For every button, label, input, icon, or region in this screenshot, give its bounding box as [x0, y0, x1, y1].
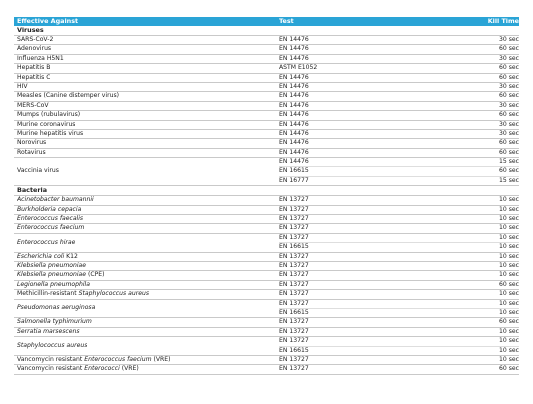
kill-time-value: 60 sec [499, 73, 519, 81]
organism-name [14, 111, 279, 119]
table-row [14, 64, 519, 73]
organism-name-part: Vaccinia virus [17, 167, 59, 175]
table-row [14, 55, 519, 64]
kill-time-value: 10 sec [499, 290, 519, 298]
kill-time [439, 130, 519, 138]
test-standard [279, 300, 439, 318]
test-standard-value: EN 13727 [279, 355, 309, 363]
table-row [14, 158, 519, 186]
test-standard-value: EN 13727 [279, 224, 309, 232]
test-standard [279, 224, 439, 232]
organism-name-part: Legionella pneumophila [17, 280, 90, 288]
table-row [14, 206, 519, 215]
test-standard [279, 271, 439, 279]
test-standard-value: EN 14476 [279, 120, 309, 128]
organism-name [14, 328, 279, 336]
kill-time [439, 337, 519, 355]
kill-time-value: 30 sec [499, 54, 519, 62]
kill-time [439, 271, 519, 279]
organism-name-part: Hepatitis C [17, 73, 51, 81]
test-standard [279, 365, 439, 373]
table-header [14, 17, 519, 26]
table-body [14, 26, 519, 375]
organism-name-part: K12 [64, 252, 78, 260]
organism-name [14, 234, 279, 252]
test-standard [279, 328, 439, 336]
table-row [14, 328, 519, 337]
organism-name [14, 83, 279, 91]
organism-name [14, 74, 279, 82]
organism-name [14, 271, 279, 279]
kill-time [439, 92, 519, 100]
test-standard [279, 92, 439, 100]
table-row [14, 196, 519, 205]
organism-name-part: Vancomycin resistant [17, 365, 85, 373]
kill-time-value: 10 sec [499, 327, 519, 335]
test-standard [279, 64, 439, 72]
organism-name [14, 253, 279, 261]
test-standard-value: EN 14476 [279, 54, 309, 62]
organism-name-part: Klebsiella pneumoniae [17, 271, 87, 279]
kill-time [439, 328, 519, 336]
organism-name-part: Klebsiella pneumoniae [17, 261, 87, 269]
table-row [14, 271, 519, 280]
test-standard [279, 130, 439, 138]
organism-name [14, 281, 279, 289]
organism-name [14, 45, 279, 53]
test-standard-value: EN 13727 [279, 337, 309, 345]
test-standard-value: EN 14476 [279, 45, 309, 53]
kill-time [439, 45, 519, 53]
test-standard [279, 234, 439, 252]
table-row [14, 365, 519, 374]
test-standard-value: ASTM E1052 [279, 64, 318, 72]
organism-name-part: (VRE) [119, 365, 139, 373]
test-standard [279, 253, 439, 261]
kill-time-value: 60 sec [499, 64, 519, 72]
table-row [14, 234, 519, 253]
organism-name-part: Rotavirus [17, 148, 46, 156]
kill-time-value: 60 sec [499, 139, 519, 147]
kill-time [439, 196, 519, 204]
test-standard-value: EN 13727 [279, 215, 309, 223]
header-test: Test [279, 17, 294, 25]
table-row [14, 300, 519, 319]
kill-time-value: 30 sec [499, 129, 519, 137]
test-standard [279, 74, 439, 82]
organism-name-part: Enterococcus faecalis [17, 215, 84, 223]
organism-name [14, 149, 279, 157]
table-row [14, 337, 519, 356]
kill-time [439, 111, 519, 119]
header-effective-against: Effective Against [17, 17, 79, 25]
table-row [14, 102, 519, 111]
table-row [14, 290, 519, 299]
kill-time-value: 10 sec [439, 242, 519, 251]
kill-time-value: 10 sec [499, 196, 519, 204]
organism-name [14, 130, 279, 138]
table-row [14, 130, 519, 139]
table-row [14, 262, 519, 271]
test-standard [279, 102, 439, 110]
kill-time-value: 10 sec [499, 224, 519, 232]
organism-name-part: Hepatitis B [17, 64, 51, 72]
kill-time-value: 10 sec [499, 337, 519, 345]
kill-time [439, 206, 519, 214]
section-header [14, 26, 519, 36]
organism-name [14, 139, 279, 147]
organism-name-part: Mumps (rubulavirus) [17, 111, 81, 119]
kill-time-value: 15 sec [439, 176, 519, 185]
organism-name [14, 300, 279, 318]
test-standard [279, 55, 439, 63]
kill-time-value: 10 sec [499, 271, 519, 279]
organism-name-part: MERS-CoV [17, 101, 49, 109]
kill-time-value: 10 sec [499, 261, 519, 269]
test-standard-value: EN 14476 [279, 92, 309, 100]
table-row [14, 83, 519, 92]
organism-name-part: HIV [17, 82, 28, 90]
test-standard [279, 45, 439, 53]
kill-time-value: 10 sec [439, 346, 519, 355]
table-row [14, 356, 519, 365]
kill-time-value: 60 sec [499, 280, 519, 288]
kill-time [439, 158, 519, 185]
test-standard-value: EN 16615 [279, 166, 439, 175]
organism-name-part: Escherichia coli [17, 252, 65, 260]
organism-name-part: Enterococcus faecium [84, 355, 152, 363]
organism-name [14, 55, 279, 63]
kill-time-value: 10 sec [499, 252, 519, 260]
test-standard-value: EN 13727 [279, 261, 309, 269]
test-standard-value: EN 16615 [279, 242, 439, 251]
organism-name-part: Murine hepatitis virus [17, 129, 84, 137]
kill-time [439, 121, 519, 129]
table-row [14, 121, 519, 130]
kill-time [439, 102, 519, 110]
organism-name [14, 102, 279, 110]
organism-name-part: Measles (Canine distemper virus) [17, 92, 120, 100]
kill-time-value: 10 sec [499, 205, 519, 213]
kill-time-value: 60 sec [499, 148, 519, 156]
organism-name [14, 92, 279, 100]
organism-name-part: SARS-CoV-2 [17, 36, 54, 43]
test-standard-value: EN 13727 [279, 271, 309, 279]
table-row [14, 139, 519, 148]
section-title: Bacteria [17, 186, 48, 195]
test-standard [279, 262, 439, 270]
kill-time [439, 281, 519, 289]
kill-time-value: 60 sec [499, 45, 519, 53]
test-standard-value: EN 14476 [279, 82, 309, 90]
test-standard [279, 290, 439, 298]
organism-name [14, 158, 279, 185]
organism-name-part: Enterococci [84, 365, 120, 373]
kill-time-value: 10 sec [499, 299, 519, 307]
organism-name [14, 196, 279, 204]
test-standard-value: EN 14476 [279, 148, 309, 156]
table-row [14, 281, 519, 290]
test-standard [279, 149, 439, 157]
kill-time [439, 139, 519, 147]
test-standard-value: EN 13727 [279, 196, 309, 204]
organism-name-part: Salmonella typhimurium [17, 318, 92, 326]
kill-time-value: 10 sec [499, 233, 519, 241]
test-standard [279, 356, 439, 364]
organism-name [14, 215, 279, 223]
test-standard-value: EN 13727 [279, 205, 309, 213]
organism-name-part: Enterococcus hirae [17, 238, 76, 246]
test-standard-value: EN 13727 [279, 318, 309, 326]
kill-time-value: 30 sec [499, 82, 519, 90]
section-header [14, 186, 519, 196]
test-standard [279, 121, 439, 129]
kill-time [439, 262, 519, 270]
test-standard-value: EN 14476 [279, 139, 309, 147]
kill-time-value: 15 sec [499, 158, 519, 166]
kill-time-value: 10 sec [499, 355, 519, 363]
kill-time [439, 300, 519, 318]
test-standard-value: EN 14476 [279, 101, 309, 109]
kill-time-value: 60 sec [499, 318, 519, 326]
test-standard [279, 158, 439, 185]
test-standard [279, 196, 439, 204]
test-standard-value: EN 16615 [279, 346, 439, 355]
table-row [14, 74, 519, 83]
table-row [14, 318, 519, 327]
kill-time [439, 83, 519, 91]
kill-time-value: 30 sec [499, 101, 519, 109]
organism-name-part: Methicillin-resistant [17, 290, 79, 298]
organism-name [14, 64, 279, 72]
kill-time-value: 10 sec [499, 215, 519, 223]
organism-name [14, 318, 279, 326]
header-kill-time: Kill Time [487, 17, 519, 25]
test-standard [279, 139, 439, 147]
organism-name-part: Influenza H5N1 [17, 54, 64, 62]
test-standard [279, 83, 439, 91]
test-standard-value: EN 14476 [279, 158, 309, 166]
table-row [14, 92, 519, 101]
organism-name-part: Burkholderia cepacia [17, 205, 82, 213]
organism-name-part: Staphylococcus aureus [78, 290, 150, 298]
kill-time-value: 10 sec [439, 308, 519, 317]
kill-time-value: 30 sec [499, 120, 519, 128]
organism-name [14, 224, 279, 232]
kill-time [439, 365, 519, 373]
organism-name [14, 36, 279, 44]
organism-name-part: Staphylococcus aureus [17, 341, 88, 349]
test-standard-value: EN 16777 [279, 176, 439, 185]
kill-time-value: 60 sec [439, 166, 519, 175]
organism-name-part: (VRE) [151, 355, 171, 363]
organism-name-part: Norovirus [17, 139, 47, 147]
table-row [14, 215, 519, 224]
kill-time [439, 234, 519, 252]
test-standard [279, 337, 439, 355]
test-standard-value: EN 14476 [279, 111, 309, 119]
test-standard-value: EN 13727 [279, 299, 309, 307]
kill-time [439, 215, 519, 223]
organism-name-part: Pseudomonas aeruginosa [17, 304, 96, 312]
kill-time-value: 30 sec [499, 36, 519, 43]
kill-time-value: 60 sec [499, 111, 519, 119]
table-row [14, 111, 519, 120]
table-row [14, 224, 519, 233]
test-standard-value: EN 14476 [279, 36, 309, 43]
kill-time [439, 55, 519, 63]
kill-time [439, 224, 519, 232]
test-standard [279, 215, 439, 223]
kill-time-value: 60 sec [499, 92, 519, 100]
kill-time [439, 290, 519, 298]
section-title: Viruses [17, 26, 44, 34]
organism-name-part: Acinetobacter baumannii [17, 196, 94, 204]
organism-name [14, 121, 279, 129]
organism-name-part: Vancomycin resistant [17, 355, 85, 363]
test-standard-value: EN 14476 [279, 129, 309, 137]
test-standard-value: EN 13727 [279, 290, 309, 298]
organism-name [14, 206, 279, 214]
test-standard-value: EN 13727 [279, 365, 309, 373]
kill-time [439, 149, 519, 157]
organism-name [14, 262, 279, 270]
organism-name [14, 290, 279, 298]
organism-name [14, 365, 279, 373]
test-standard-value: EN 13727 [279, 280, 309, 288]
table-row [14, 36, 519, 45]
kill-time [439, 356, 519, 364]
organism-name-part: Murine coronavirus [17, 120, 76, 128]
test-standard-value: EN 16615 [279, 308, 439, 317]
kill-time-value: 60 sec [499, 365, 519, 373]
kill-time [439, 74, 519, 82]
test-standard [279, 206, 439, 214]
test-standard [279, 111, 439, 119]
efficacy-table [14, 17, 519, 375]
kill-time [439, 318, 519, 326]
test-standard [279, 318, 439, 326]
organism-name [14, 337, 279, 355]
organism-name-part: Adenovirus [17, 45, 52, 53]
test-standard-value: EN 13727 [279, 252, 309, 260]
organism-name-part: Serratia marsescens [17, 327, 80, 335]
organism-name [14, 356, 279, 364]
organism-name-part: (CPE) [86, 271, 105, 279]
kill-time [439, 36, 519, 44]
organism-name-part: Enterococcus faecium [17, 224, 85, 232]
table-row [14, 253, 519, 262]
test-standard [279, 36, 439, 44]
table-row [14, 149, 519, 158]
kill-time [439, 64, 519, 72]
test-standard-value: EN 13727 [279, 327, 309, 335]
kill-time [439, 253, 519, 261]
test-standard [279, 281, 439, 289]
test-standard-value: EN 14476 [279, 73, 309, 81]
table-row [14, 45, 519, 54]
test-standard-value: EN 13727 [279, 233, 309, 241]
